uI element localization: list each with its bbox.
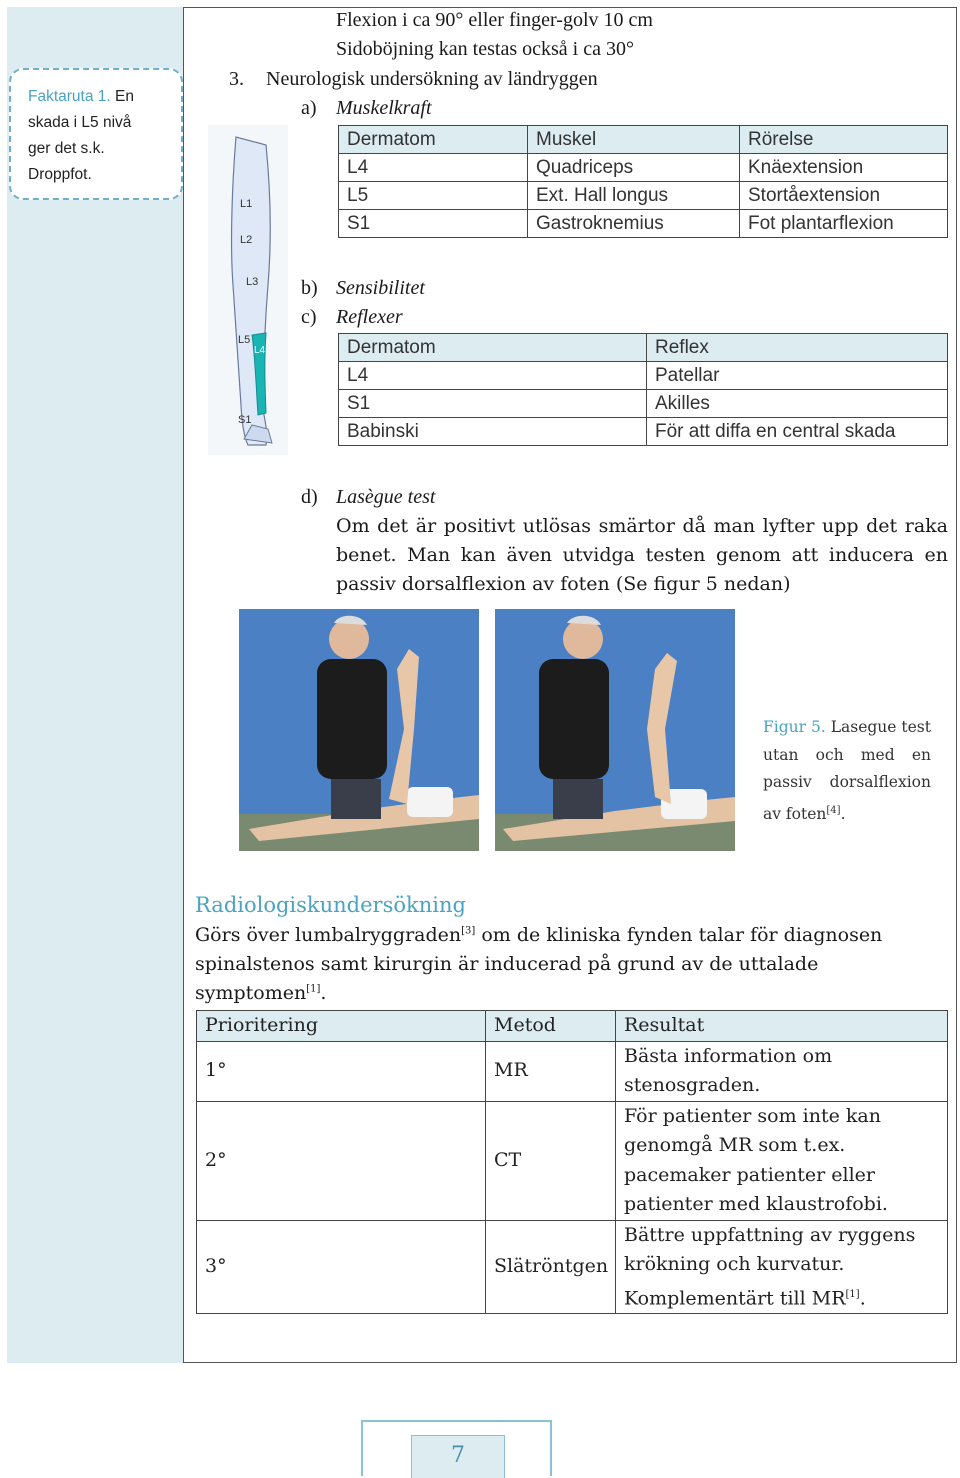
faktaruta-line: Droppfot. bbox=[28, 166, 92, 183]
table-row bbox=[197, 1101, 948, 1220]
paragraph-text: . bbox=[320, 982, 327, 1004]
page-number: 7 bbox=[411, 1435, 505, 1478]
radiologi-table bbox=[196, 1010, 948, 1314]
table-cell: Gastroknemius bbox=[528, 210, 740, 238]
subsection-title: Reflexer bbox=[336, 306, 403, 328]
table-cell bbox=[616, 1041, 948, 1101]
faktaruta-box bbox=[9, 68, 183, 200]
paragraph-text: Görs över lumbalryggraden bbox=[195, 924, 462, 946]
table-row bbox=[339, 182, 948, 210]
lasegue-line: benet. Man kan även utvidga testen genom att inducera en bbox=[336, 544, 948, 566]
result-line: genomgå MR som t.ex. bbox=[624, 1134, 846, 1156]
faktaruta-label: Faktaruta 1. bbox=[28, 88, 111, 105]
table-cell: Fot plantarflexion bbox=[740, 210, 948, 238]
table-cell: S1 bbox=[339, 390, 647, 418]
table-cell: Knäextension bbox=[740, 154, 948, 182]
muskelkraft-table bbox=[338, 125, 948, 238]
table-header-cell: Resultat bbox=[616, 1011, 948, 1042]
list-letter: d) bbox=[301, 486, 318, 508]
table-header-cell: Reflex bbox=[647, 334, 948, 362]
radiologi-paragraph-line bbox=[195, 982, 326, 1004]
result-text: Komplementärt till MR bbox=[624, 1286, 846, 1309]
table-cell: Babinski bbox=[339, 418, 647, 446]
list-letter: a) bbox=[301, 97, 317, 119]
lasegue-line: passiv dorsalflexion av foten (Se figur 5 nedan) bbox=[336, 573, 791, 595]
table-cell: Quadriceps bbox=[528, 154, 740, 182]
sidebar bbox=[7, 7, 184, 1363]
table-cell: CT bbox=[486, 1101, 616, 1220]
result-line: Bättre uppfattning av ryggens bbox=[624, 1223, 916, 1246]
lasegue-line: Om det är positivt utlösas smärtor då man lyfter upp det raka bbox=[336, 515, 948, 537]
subsection-title: Muskelkraft bbox=[336, 97, 432, 119]
result-line: pacemaker patienter eller bbox=[624, 1163, 876, 1186]
table-cell: L5 bbox=[339, 182, 528, 210]
dermatome-label: L5 bbox=[238, 334, 251, 346]
result-line: patienter med klaustrofobi. bbox=[624, 1193, 888, 1215]
subsection-title: Lasègue test bbox=[336, 486, 436, 508]
list-letter: c) bbox=[301, 306, 317, 328]
table-header-cell: Rörelse bbox=[740, 126, 948, 154]
intro-line: Sidoböjning kan testas också i ca 30° bbox=[336, 38, 634, 60]
citation: [4] bbox=[826, 804, 841, 816]
paragraph-text: om de kliniska fynden talar för diagnosen bbox=[475, 924, 883, 946]
intro-line: Flexion i ca 90° eller finger-golv 10 cm bbox=[336, 9, 653, 31]
lasegue-photo-with-dorsalflexion bbox=[495, 609, 735, 851]
section-title: Neurologisk undersökning av ländryggen bbox=[266, 68, 598, 90]
table-header-row bbox=[339, 334, 948, 362]
radiologi-paragraph-line bbox=[195, 924, 882, 946]
faktaruta-line: ger det s.k. bbox=[28, 140, 105, 157]
dermatome-label: L4 bbox=[254, 345, 266, 356]
table-cell: För att diffa en central skada bbox=[647, 418, 948, 446]
figure-caption bbox=[763, 714, 931, 828]
table-cell: MR bbox=[486, 1041, 616, 1101]
lasegue-photo-without-dorsalflexion bbox=[239, 609, 479, 851]
table-header-cell: Dermatom bbox=[339, 126, 528, 154]
result-line: Bästa information om bbox=[624, 1044, 833, 1067]
result-line: stenosgraden. bbox=[624, 1074, 761, 1096]
table-row bbox=[197, 1041, 948, 1101]
table-cell bbox=[616, 1101, 948, 1220]
section-heading: Radiologiskundersökning bbox=[195, 893, 466, 917]
dermatome-label: L1 bbox=[240, 198, 253, 210]
faktaruta-line: En bbox=[110, 88, 134, 105]
table-cell: Akilles bbox=[647, 390, 948, 418]
table-header-cell: Dermatom bbox=[339, 334, 647, 362]
result-line: krökning och kurvatur. bbox=[624, 1253, 845, 1275]
table-row bbox=[197, 1220, 948, 1314]
citation: [1] bbox=[845, 1288, 860, 1300]
citation: [1] bbox=[306, 983, 321, 995]
faktaruta-line: skada i L5 nivå bbox=[28, 114, 132, 131]
dermatome-label: L2 bbox=[240, 234, 253, 246]
table-cell: 1° bbox=[197, 1041, 486, 1101]
figure-caption-end: . bbox=[840, 804, 846, 823]
table-cell: L4 bbox=[339, 154, 528, 182]
table-row bbox=[339, 418, 948, 446]
table-cell: L4 bbox=[339, 362, 647, 390]
section-number: 3. bbox=[229, 68, 244, 90]
table-cell: Stortåextension bbox=[740, 182, 948, 210]
dermatome-leg-figure bbox=[208, 125, 288, 455]
figure-caption-text: Lasegue test utan och med en passiv dorsalflexion av foten bbox=[763, 718, 931, 823]
list-letter: b) bbox=[301, 277, 318, 299]
table-cell: Ext. Hall longus bbox=[528, 182, 740, 210]
table-cell: S1 bbox=[339, 210, 528, 238]
result-text: . bbox=[859, 1286, 866, 1309]
table-row bbox=[339, 362, 948, 390]
table-header-cell: Prioritering bbox=[197, 1011, 486, 1042]
table-row bbox=[339, 390, 948, 418]
table-cell: 3° bbox=[197, 1220, 486, 1314]
figure-label: Figur 5. bbox=[763, 718, 826, 736]
paragraph-text: symptomen bbox=[195, 982, 307, 1004]
reflexer-table bbox=[338, 333, 948, 446]
table-cell: Slätröntgen bbox=[486, 1220, 616, 1314]
page-number-box bbox=[361, 1420, 552, 1476]
citation: [3] bbox=[461, 925, 476, 937]
table-header-row bbox=[339, 126, 948, 154]
table-header-cell: Metod bbox=[486, 1011, 616, 1042]
subsection-title: Sensibilitet bbox=[336, 277, 425, 299]
table-header-row bbox=[197, 1011, 948, 1042]
table-row bbox=[339, 210, 948, 238]
table-row bbox=[339, 154, 948, 182]
table-header-cell: Muskel bbox=[528, 126, 740, 154]
radiologi-paragraph-line: spinalstenos samt kirurgin är inducerad på grund av de uttalade bbox=[195, 953, 819, 975]
result-line bbox=[624, 1280, 947, 1314]
table-cell: 2° bbox=[197, 1101, 486, 1220]
table-cell: Patellar bbox=[647, 362, 948, 390]
table-cell bbox=[616, 1220, 948, 1314]
dermatome-label: S1 bbox=[238, 414, 252, 426]
dermatome-label: L3 bbox=[246, 276, 259, 288]
result-line: För patienter som inte kan bbox=[624, 1104, 881, 1127]
